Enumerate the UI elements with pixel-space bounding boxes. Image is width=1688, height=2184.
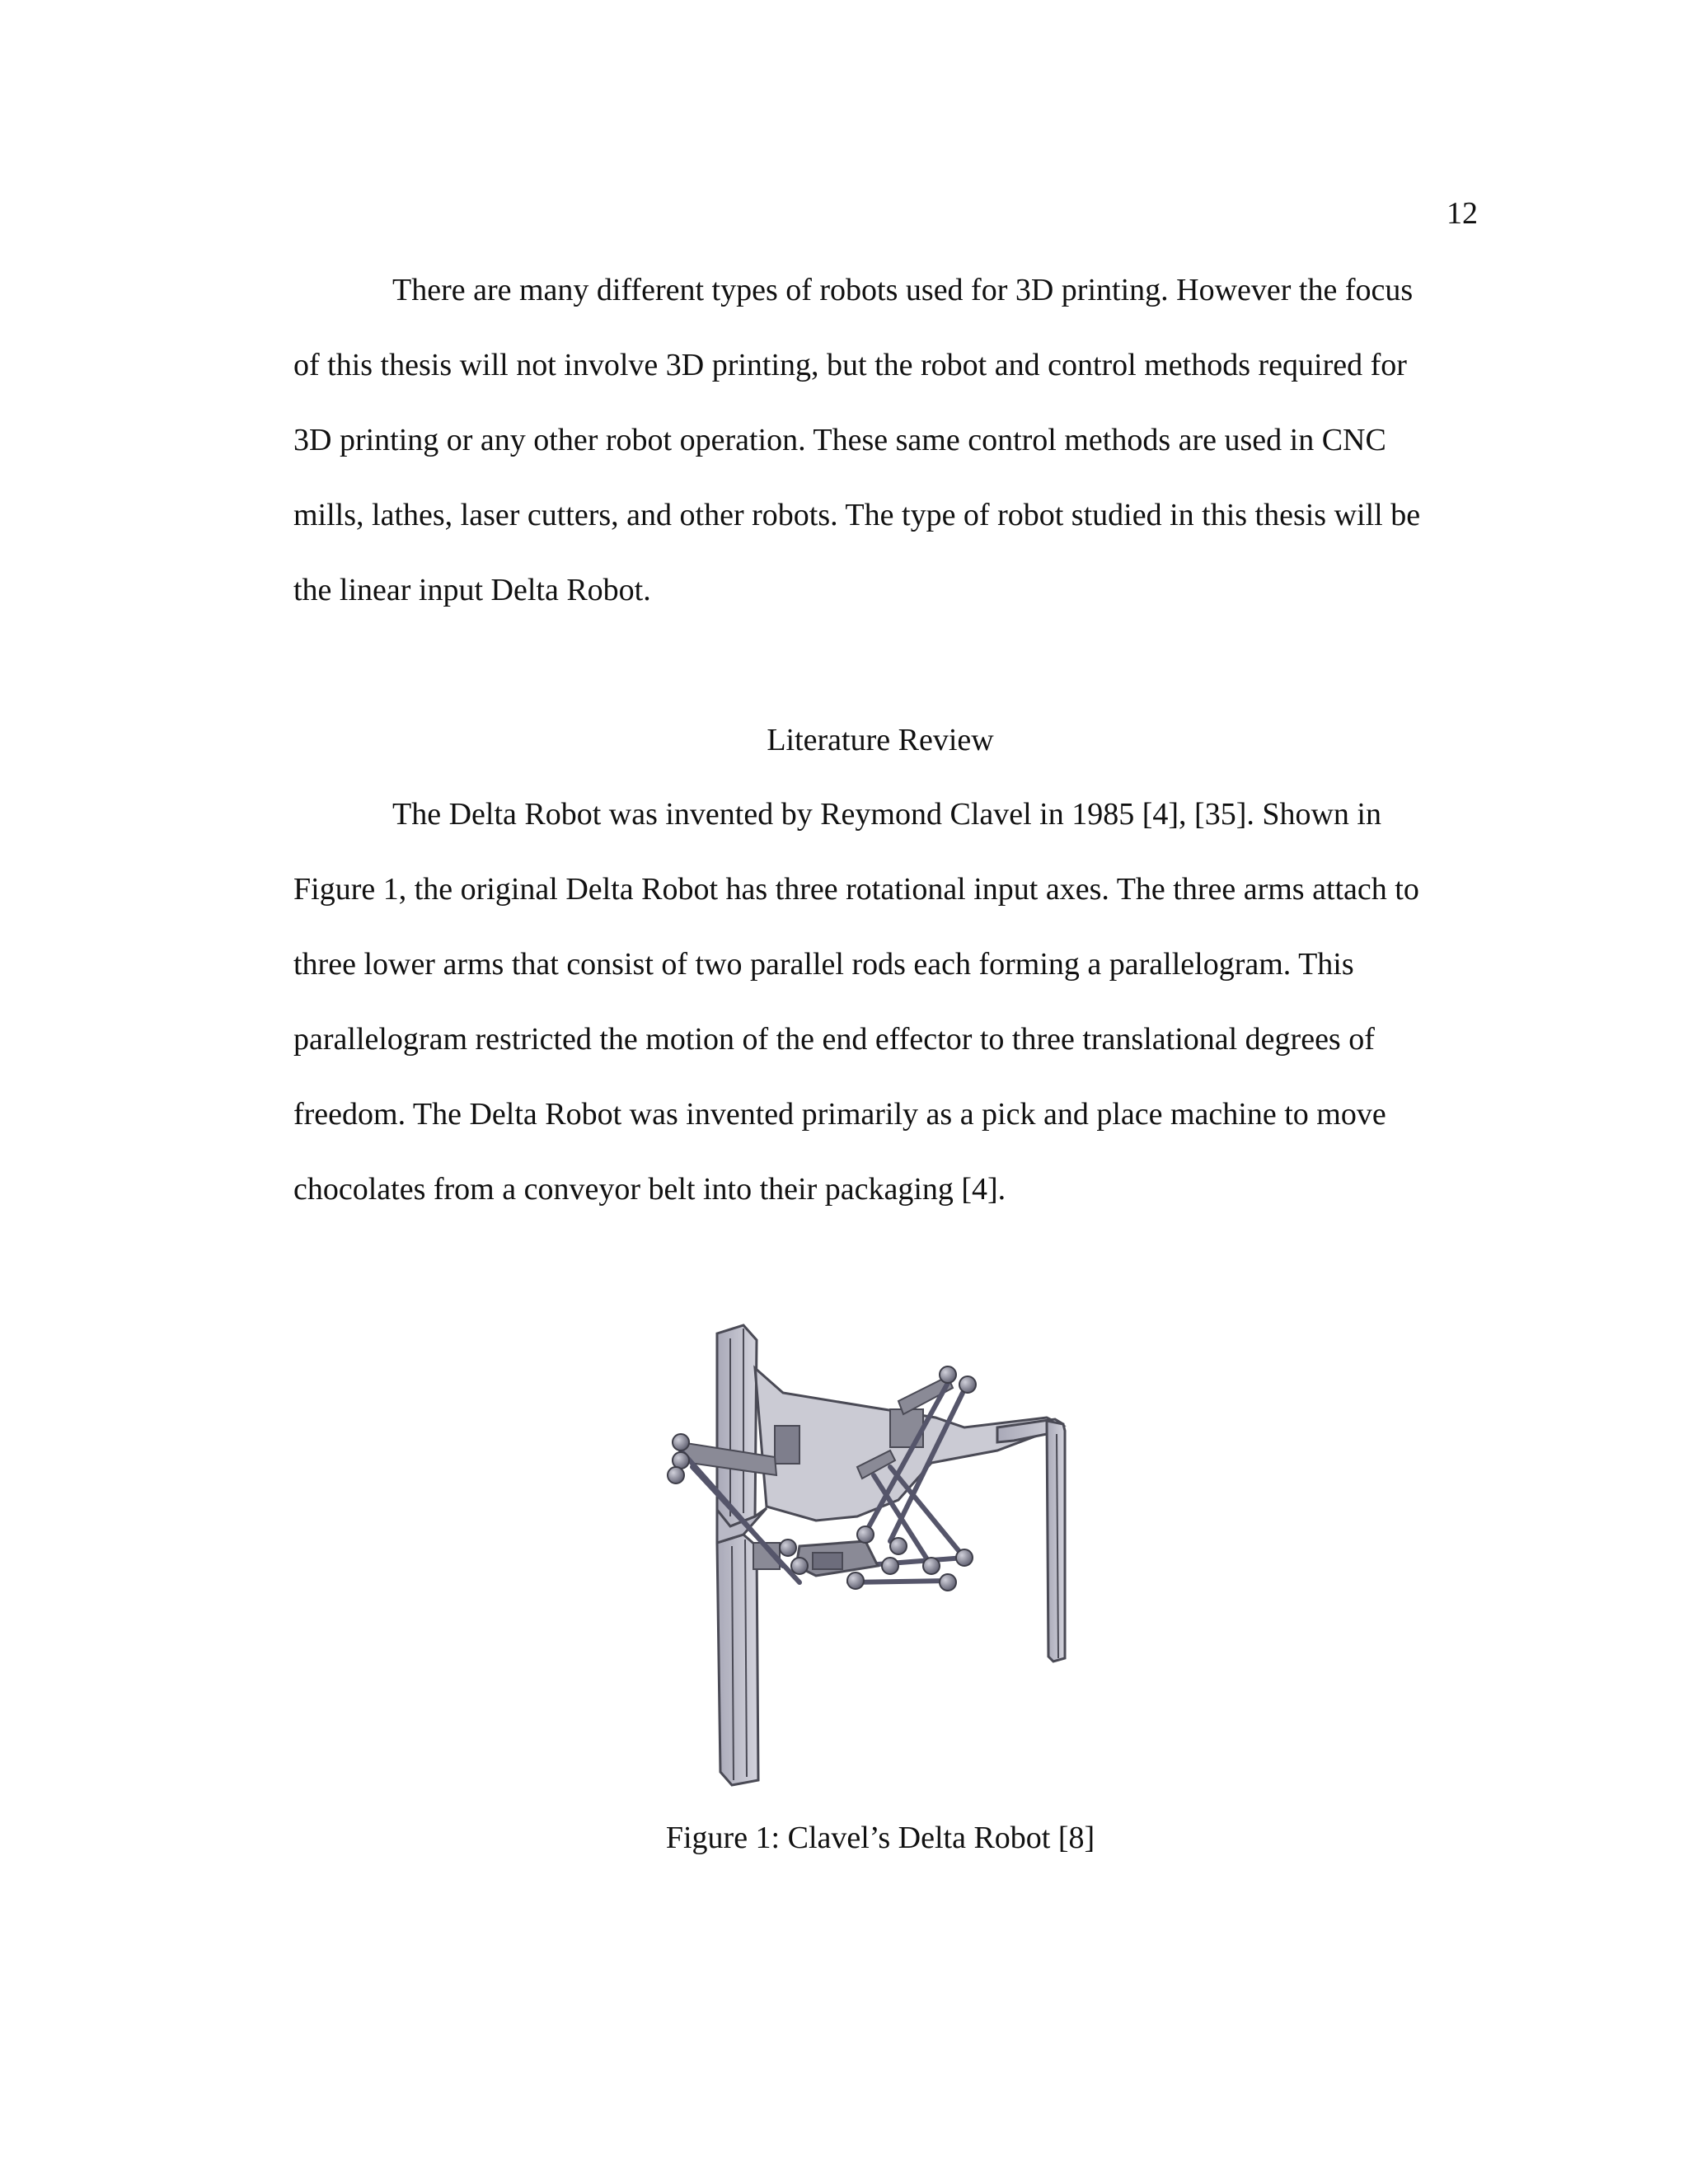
text-line: chocolates from a conveyor belt into their packaging [4]. [293,1172,1006,1207]
end-effector [796,1541,878,1576]
paragraph-literature-review [293,777,1472,1227]
text-line: freedom. The Delta Robot was invented primarily as a pick and place machine to move [293,1097,1386,1132]
text-line: three lower arms that consist of two parallel rods each forming a parallelogram. This [293,947,1354,982]
text-line: the linear input Delta Robot. [293,573,651,607]
text-line: The Delta Robot was invented by Reymond Clavel in 1985 [4], [35]. Shown in [392,797,1381,832]
text-line: mills, lathes, laser cutters, and other robots. The type of robot studied in this thesis will be [293,498,1421,532]
text-line: 3D printing or any other robot operation. These same control methods are used in CNC [293,423,1386,457]
text-line: There are many different types of robots used for 3D printing. However the focus [392,273,1414,307]
delta-robot-figure [651,1319,1113,1788]
figure-caption: Figure 1: Clavel’s Delta Robot [8] [665,1821,1095,1855]
section-heading: Literature Review [767,723,994,757]
paragraph-intro [293,253,1472,628]
text-line: Figure 1, the original Delta Robot has three rotational input axes. The three arms attach to [293,872,1419,907]
text-line: parallelogram restricted the motion of the end effector to three translational degrees of [293,1022,1375,1057]
text-line: of this thesis will not involve 3D printing, but the robot and control methods required for [293,348,1407,382]
right-frame [997,1419,1065,1661]
page-number: 12 [1447,196,1478,231]
delta-robot-illustration [651,1319,1113,1788]
